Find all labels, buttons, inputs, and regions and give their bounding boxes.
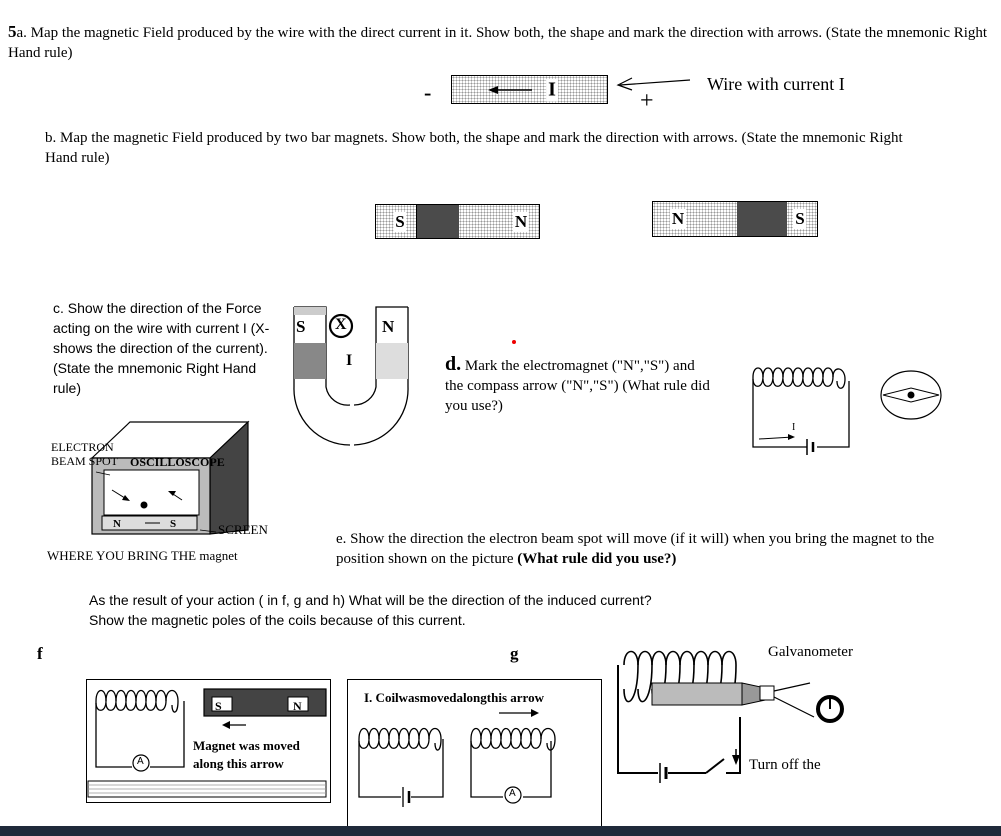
pole-right-shade (376, 343, 408, 379)
switch (706, 759, 724, 773)
question-number: 5 (8, 22, 17, 41)
screen-label: SCREEN (218, 522, 268, 537)
pole-left-shade (294, 343, 326, 379)
taskbar-strip (0, 826, 1001, 836)
ammeter-label: A (137, 756, 144, 767)
coil (753, 368, 845, 388)
pole-s-label: S (296, 317, 306, 336)
electron-beam-spot-label: ELECTRON BEAM SPOT (51, 440, 119, 468)
magnet-moved-caption: Magnet was moved along this arrow (193, 738, 300, 771)
current-label: I (792, 422, 796, 433)
oscilloscope-screen (104, 470, 199, 515)
electromagnet-circuit (745, 365, 945, 465)
pole-n-label: N (382, 317, 395, 336)
circuit-right (817, 381, 849, 447)
pole-n: N (514, 211, 528, 231)
pole-n: N (671, 209, 685, 228)
oscilloscope-label: OSCILLOSCOPE (130, 455, 225, 469)
label-f: f (37, 644, 43, 663)
iron-core (652, 683, 742, 705)
wire-arrows (0, 0, 1001, 140)
oscilloscope-caption: WHERE YOU BRING THE magnet (47, 548, 238, 563)
coil-left (359, 729, 441, 751)
magnet-s-label: S (215, 699, 222, 713)
minus-sign: - (424, 80, 432, 105)
ammeter-label: A (509, 788, 516, 799)
current-arrowhead (488, 86, 498, 94)
pole-s: S (795, 209, 805, 228)
question-5b-text: b. Map the magnetic Field produced by two bar magnets. Show both, the shape and mark the direction with arrows. (State the mnemonic Right Hand rule) (45, 130, 903, 166)
caption-pointer (620, 80, 690, 85)
pole-top-left (294, 307, 326, 315)
switch-arrow (732, 755, 740, 765)
induced-question-line1: As the result of your action ( in f, g and h) What will be the direction of the induced current? (89, 592, 652, 608)
turn-off-label: Turn off the (749, 757, 821, 773)
magnet-n-label: N (293, 699, 302, 713)
current-arrow (759, 437, 793, 439)
question-5d-text: d. Mark the electromagnet ("N","S") and the compass arrow ("N","S") (What rule did you use?) (445, 353, 710, 414)
plus-sign: + (640, 88, 654, 114)
compass-pivot (908, 392, 915, 399)
wire-caption: Wire with current I (707, 74, 845, 94)
label-g: g (510, 644, 519, 663)
magnet-s-label: S (170, 518, 177, 530)
panel-h-drawing (610, 645, 870, 785)
coil-right (471, 729, 555, 751)
galvanometer-label: Galvanometer (768, 644, 853, 660)
pole-s: S (395, 211, 405, 231)
question-5a-text: 5a. Map the magnetic Field produced by the wire with the direct current in it. Show both, the shape and mark the direction with arrows. (State the mnemonic Right Hand rule) (8, 22, 988, 61)
red-dot (512, 340, 516, 344)
coil-moved-caption: I. Coilwasmovedalongthis arrow (364, 690, 544, 705)
current-label: I (346, 352, 353, 369)
coil (96, 691, 178, 713)
bar-magnet-1 (375, 204, 540, 239)
magnet-n-label: N (113, 518, 121, 530)
current-arrowhead (788, 434, 795, 440)
panel-g-drawing (347, 679, 607, 819)
induced-question-line2: Show the magnetic poles of the coils because of this current. (89, 612, 466, 628)
bar-magnet-2 (652, 201, 818, 237)
x-mark: X (335, 316, 347, 333)
electron-beam-spot (141, 502, 148, 509)
circuit-left (753, 377, 807, 447)
question-5e-text: e. Show the direction the electron beam spot will move (if it will) when you bring the magnet to the position shown on the picture (What rule did you use?) (336, 531, 935, 567)
question-5c-text: c. Show the direction of the Force acting on the wire with current I (X- shows the direction of the current). (State the mnemonic Right Hand rule) (53, 300, 270, 396)
current-label: I (548, 78, 556, 100)
